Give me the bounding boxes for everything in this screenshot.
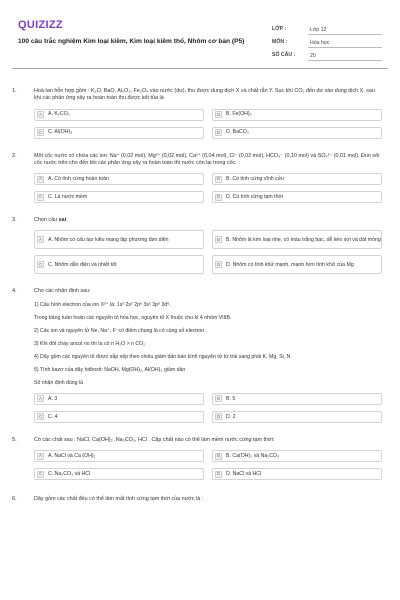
option-letter-badge: C bbox=[38, 471, 43, 477]
question-text: Dãy gồm các chất đều có thể làm mất tính cứng tạm thời của nước là : bbox=[34, 496, 204, 503]
option-text: D. BaCO₃ bbox=[226, 129, 249, 136]
meta-row-count bbox=[272, 50, 382, 62]
header-divider bbox=[12, 68, 388, 69]
option-letter-badge: C bbox=[38, 194, 43, 200]
option-text: B. Nhôm là kim loại nhẹ, có màu trắng bạc, dễ kéo sợi và dát mỏng bbox=[226, 236, 381, 243]
option-letter-badge: A bbox=[37, 111, 44, 118]
option-b[interactable] bbox=[212, 109, 382, 121]
option-c[interactable] bbox=[34, 411, 204, 423]
option-b[interactable] bbox=[212, 230, 382, 249]
answer-options bbox=[34, 173, 382, 203]
option-letter-badge: B bbox=[215, 111, 222, 118]
option-b[interactable] bbox=[212, 173, 382, 185]
meta-value: 20 bbox=[308, 51, 382, 61]
option-letter-badge: C bbox=[38, 414, 43, 420]
question-prompt: Số nhận định đúng là bbox=[34, 379, 84, 386]
question-text-suffix: : bbox=[66, 217, 68, 224]
meta-key: SỐ CÂU : bbox=[272, 52, 296, 59]
meta-value: Hóa học bbox=[308, 38, 382, 48]
option-c[interactable] bbox=[34, 468, 204, 480]
option-text: A. K₂CO₃ bbox=[48, 111, 70, 118]
option-a[interactable] bbox=[34, 230, 204, 249]
question-number: 6. bbox=[12, 496, 17, 503]
meta-row-class bbox=[272, 24, 382, 36]
option-text: C. Nhôm dẫn điện và nhiệt tốt bbox=[48, 261, 117, 268]
option-letter-badge: A bbox=[37, 453, 44, 460]
option-text: B. Ca(OH)₂ và Na₂CO₃ bbox=[226, 452, 280, 459]
option-letter-badge: D bbox=[216, 262, 221, 268]
statement-1: 1) Cấu hình electron của ion X²⁺ là: 1s² 2s² 2p⁶ 3s² 3p⁶ 3d⁶. bbox=[34, 301, 171, 308]
option-text: D. NaCl và HCl bbox=[226, 470, 262, 477]
option-c[interactable] bbox=[34, 191, 204, 203]
option-text: D. Có tính cứng tạm thời bbox=[226, 193, 284, 200]
statement-4: 4) Dãy gồm các nguyên tố được sắp xếp theo chiều giảm dần bán kính nguyên tử từ trái sang phải K, Mg, Si, N bbox=[34, 353, 291, 360]
question-2 bbox=[12, 153, 382, 204]
option-c[interactable] bbox=[34, 255, 204, 274]
option-letter-badge: D bbox=[216, 414, 221, 420]
worksheet-title: 100 câu trắc nghiệm Kim loại kiềm, Kim loại kiềm thổ, Nhôm cơ bản (P5) bbox=[18, 38, 245, 45]
option-letter-badge: D bbox=[216, 471, 221, 477]
option-letter-badge: A bbox=[37, 176, 44, 183]
question-text: Cho các nhận định sau: bbox=[34, 288, 91, 295]
option-letter-badge: B bbox=[215, 176, 222, 183]
meta-row-subject bbox=[272, 37, 382, 49]
question-text-emphasis: sai bbox=[58, 217, 67, 224]
option-letter-badge: D bbox=[216, 194, 221, 200]
option-letter-badge: B bbox=[215, 236, 222, 243]
option-d[interactable] bbox=[212, 255, 382, 274]
answer-options bbox=[34, 393, 382, 423]
option-text: B. 5 bbox=[226, 395, 236, 402]
option-d[interactable] bbox=[212, 468, 382, 480]
option-text: A. Nhôm có cấu tạo kiểu mạng lập phương tâm diện bbox=[48, 236, 169, 243]
option-letter-badge: A bbox=[37, 395, 44, 402]
statement-3: 3) Khi đốt cháy ancol no thì ta có n H₂O > n CO₂ bbox=[34, 340, 146, 347]
worksheet-meta bbox=[272, 24, 382, 63]
option-d[interactable] bbox=[212, 411, 382, 423]
question-1 bbox=[12, 88, 382, 139]
option-a[interactable] bbox=[34, 450, 204, 462]
meta-key: MÔN : bbox=[272, 39, 288, 46]
option-text: C. Là nước mềm bbox=[48, 193, 88, 200]
option-letter-badge: A bbox=[37, 236, 44, 243]
question-number: 3. bbox=[12, 217, 17, 224]
meta-value: Lớp 12 bbox=[308, 25, 382, 35]
question-6 bbox=[12, 496, 382, 503]
question-text bbox=[34, 217, 382, 224]
option-text: B. Fe(OH)₃ bbox=[226, 111, 252, 118]
question-5 bbox=[12, 437, 382, 480]
question-number: 5. bbox=[12, 436, 17, 443]
option-letter-badge: B bbox=[215, 395, 222, 402]
question-text: Hoà tan hỗn hợp gồm : K₂O, BaO, Al₂O₃, Fe₃O₄ vào nước (dư), thu được dung dịch X và chất rắn Y. Sục khí CO₂ đến dư vào dung dịch X, sau khi các phản ứng xảy ra hoàn toàn thu được kết tủa là bbox=[34, 88, 375, 102]
option-text: D. Nhôm có tính khử mạnh, mạnh hơn tính khử của Mg bbox=[226, 261, 354, 268]
option-letter-badge: C bbox=[38, 262, 43, 268]
question-3 bbox=[12, 217, 382, 274]
statement-2: 2) Các ion và nguyên tử Ne, Na⁺, F⁻có điểm chung là có cùng số electron . bbox=[34, 327, 208, 334]
question-text-prefix: Chọn câu bbox=[34, 217, 59, 224]
option-text: C. Al(OH)₃ bbox=[48, 129, 73, 136]
option-text: C. 4 bbox=[48, 413, 58, 420]
option-letter-badge: B bbox=[215, 453, 222, 460]
question-text: Có các chất sau : NaCl, Ca(OH)₂ ,Na₂CO₃, HCl . Cặp chất nào có thể làm mềm nước cứng tạm thời: bbox=[34, 436, 275, 443]
option-d[interactable] bbox=[212, 127, 382, 139]
option-letter-badge: C bbox=[38, 129, 43, 135]
option-text: A. 3 bbox=[48, 395, 58, 402]
option-text: D. 2 bbox=[226, 413, 236, 420]
meta-key: LỚP : bbox=[272, 26, 287, 33]
answer-options bbox=[34, 230, 382, 274]
answer-options bbox=[34, 450, 382, 480]
option-text: C. Na₂CO₃ và HCl bbox=[48, 470, 91, 477]
question-text: Một cốc nước có chứa các ion: Na⁺ (0,02 mol), Mg²⁺ (0,02 mol), Ca²⁺ (0,04 mol), Cl⁻ (0,02 mol), HCO₃⁻ (0,10 mol) và SO₄²⁻ (0,01 mol). Đun sôi cốc nước trên cho đến khi các phản ứng xảy ra hoàn toàn thì nước còn lại trong cốc: bbox=[34, 152, 380, 166]
option-text: B. Có tính cứng vĩnh cửu bbox=[226, 175, 284, 182]
option-b[interactable] bbox=[212, 393, 382, 405]
option-letter-badge: D bbox=[216, 129, 221, 135]
statement-5: 5) Tính bazơ của dãy hiđroxit: NaOH, Mg(OH)₂, Al(OH)₃ giảm dần bbox=[34, 366, 186, 373]
worksheet-header bbox=[12, 10, 388, 76]
statement-1-note: Trong bảng tuần hoàn các nguyên tố hóa học, nguyên tố X thuộc chu kì 4 nhóm VIIIB. bbox=[34, 314, 232, 321]
option-a[interactable] bbox=[34, 173, 204, 185]
option-text: A. Có tính cứng hoàn toàn bbox=[48, 175, 109, 182]
question-number: 4. bbox=[12, 288, 17, 295]
question-number: 2. bbox=[12, 152, 17, 159]
answer-options bbox=[34, 109, 382, 139]
option-d[interactable] bbox=[212, 191, 382, 203]
option-c[interactable] bbox=[34, 127, 204, 139]
option-b[interactable] bbox=[212, 450, 382, 462]
question-4 bbox=[12, 288, 382, 422]
question-number: 1. bbox=[12, 88, 17, 94]
option-a[interactable] bbox=[34, 393, 204, 405]
option-a[interactable] bbox=[34, 109, 204, 121]
quizizz-logo: QUIZIZZ bbox=[18, 19, 63, 31]
option-text: A. NaCl và Ca (OH)₂ bbox=[48, 452, 96, 459]
